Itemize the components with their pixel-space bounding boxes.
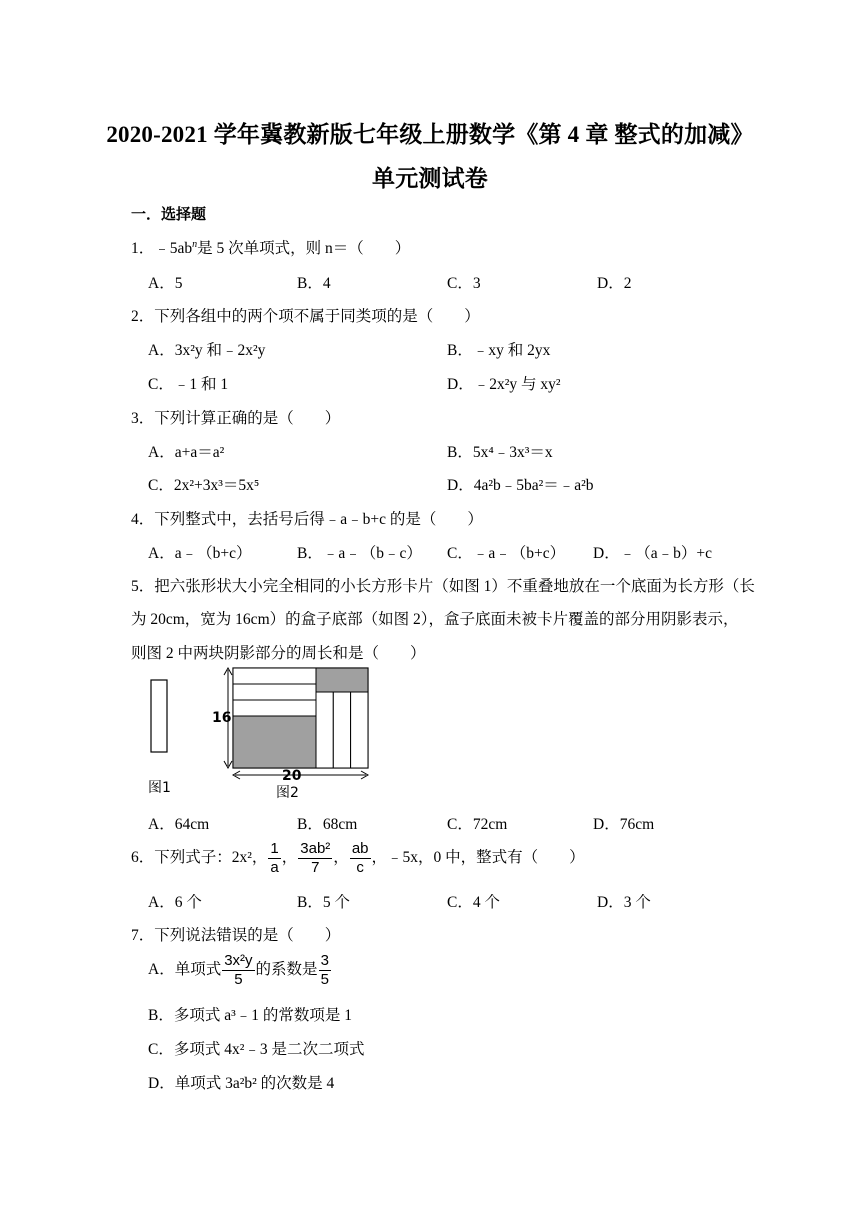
q7-a-num2: 3 [320, 952, 329, 969]
q5-option-b[interactable]: B．68cm [297, 816, 358, 833]
q5-option-a[interactable]: A．64cm [148, 816, 210, 833]
q1-option-b[interactable]: B．4 [297, 275, 331, 292]
q2-option-d[interactable]: D．﹣2x²y 与 xy² [447, 376, 561, 393]
q6-stem-post: ，﹣5x，0 中，整式有（ ） [371, 849, 585, 867]
q3-option-a[interactable]: A．a+a＝a² [148, 444, 225, 461]
q6-option-d[interactable]: D．3 个 [597, 894, 651, 911]
q2-option-c[interactable]: C．﹣1 和 1 [148, 376, 229, 393]
fig2-label-16: 16 [212, 710, 232, 726]
fig2-card-v2 [333, 692, 350, 768]
q7-a-fraction-1 [222, 952, 254, 989]
section-heading: 一．选择题 [131, 207, 207, 223]
fig2-card-v1 [316, 692, 333, 768]
q6-fraction-2 [298, 840, 332, 877]
q7-option-d[interactable]: D．单项式 3a²b² 的次数是 4 [148, 1075, 335, 1092]
q6-option-b[interactable]: B．5 个 [297, 894, 350, 911]
q1-option-a[interactable]: A．5 [148, 275, 183, 292]
q3-option-b[interactable]: B．5x⁴﹣3x³＝x [447, 444, 553, 461]
question-2-stem: 2．下列各组中的两个项不属于同类项的是（ ） [131, 308, 480, 325]
fig2-card-v3 [351, 692, 368, 768]
fig2-card-h2 [233, 684, 316, 700]
q3-option-c[interactable]: C．2x²+3x³＝5x⁵ [148, 477, 260, 494]
q6-f1-den: a [270, 859, 279, 876]
q1-option-d[interactable]: D．2 [597, 275, 632, 292]
q6-fraction-1 [268, 840, 280, 877]
q3-option-d[interactable]: D．4a²b﹣5ba²＝﹣a²b [447, 477, 594, 494]
question-5-line-2: 为 20cm，宽为 16cm）的盒子底部（如图 2），盒子底面未被卡片覆盖的部分用阴影表示， [131, 611, 739, 628]
fig1-caption: 图1 [148, 780, 171, 796]
q1-option-c[interactable]: C．3 [447, 275, 481, 292]
question-7-stem: 7．下列说法错误的是（ ） [131, 927, 341, 944]
question-6-stem: 6．下列式子：2x²， $\frac{1}{a}$ ， $\frac{\text{3ab²}}{7}$ ， $\frac{ab}{c}$ ，﹣5x，0 中，整式有（ ） [131, 840, 585, 876]
fig2-caption: 图2 [276, 785, 299, 801]
q2-option-a[interactable]: A．3x²y 和﹣2x²y [148, 342, 266, 359]
q5-option-c[interactable]: C．72cm [447, 816, 508, 833]
q5-figure-svg [148, 664, 378, 804]
fig2-card-h1 [233, 668, 316, 684]
fig1-card [151, 680, 167, 752]
q6-f1-num: 1 [270, 840, 279, 857]
q5-figure [148, 664, 378, 809]
q1-stem-post: 是 5 次单项式，则 n＝（ ） [197, 240, 411, 257]
question-3-stem: 3．下列计算正确的是（ ） [131, 410, 341, 427]
q7-a-den2: 5 [320, 971, 329, 988]
q6-option-a[interactable]: A．6 个 [148, 894, 202, 911]
q7-a-num: 3x²y [224, 952, 253, 969]
q6-fraction-3 [350, 840, 371, 877]
q4-option-a[interactable]: A．a﹣（b+c） [148, 545, 252, 562]
fig2-shade-top-right [316, 668, 368, 692]
q7-option-c[interactable]: C．多项式 4x²﹣3 是二次二项式 [148, 1041, 365, 1058]
q7-option-b[interactable]: B．多项式 a³﹣1 的常数项是 1 [148, 1007, 352, 1024]
q7-a-pre: A．单项式 [148, 961, 222, 979]
q6-f3-den: c [356, 859, 364, 876]
fig2-shade-bottom-left [233, 716, 316, 768]
page-title: 2020-2021 学年冀教新版七年级上册数学《第 4 章 整式的加减》 [106, 122, 754, 147]
q7-a-fraction-2 [319, 952, 331, 989]
q4-option-d[interactable]: D．﹣（a﹣b）+c [593, 545, 712, 562]
q6-option-c[interactable]: C．4 个 [447, 894, 500, 911]
question-1-stem [131, 236, 410, 258]
question-5-line-1: 5．把六张形状大小完全相同的小长方形卡片（如图 1）不重叠地放在一个底面为长方形（长 [131, 578, 755, 595]
q6-f2-num: 3ab² [300, 840, 331, 857]
fig2-label-20: 20 [282, 768, 302, 784]
q4-option-c[interactable]: C．﹣a﹣（b+c） [447, 545, 566, 562]
q2-option-b[interactable]: B．﹣xy 和 2yx [447, 342, 551, 359]
page-subtitle: 单元测试卷 [372, 166, 488, 191]
q5-option-d[interactable]: D．76cm [593, 816, 655, 833]
question-5-line-3: 则图 2 中两块阴影部分的周长和是（ ） [131, 645, 426, 662]
q6-stem-pre: 6．下列式子：2x²， [131, 849, 268, 867]
q1-exponent: n [192, 238, 198, 250]
q7-a-mid: 的系数是 [255, 961, 318, 979]
question-4-stem: 4．下列整式中，去括号后得﹣a﹣b+c 的是（ ） [131, 511, 483, 528]
q7-a-den: 5 [234, 971, 243, 988]
q6-f2-den: 7 [311, 859, 320, 876]
q1-stem-pre: 1．﹣5ab [131, 240, 193, 257]
q4-option-b[interactable]: B．﹣a﹣（b﹣c） [297, 545, 422, 562]
fig2-card-h3 [233, 700, 316, 716]
q7-option-a[interactable] [148, 952, 332, 989]
q6-f3-num: ab [351, 840, 369, 857]
